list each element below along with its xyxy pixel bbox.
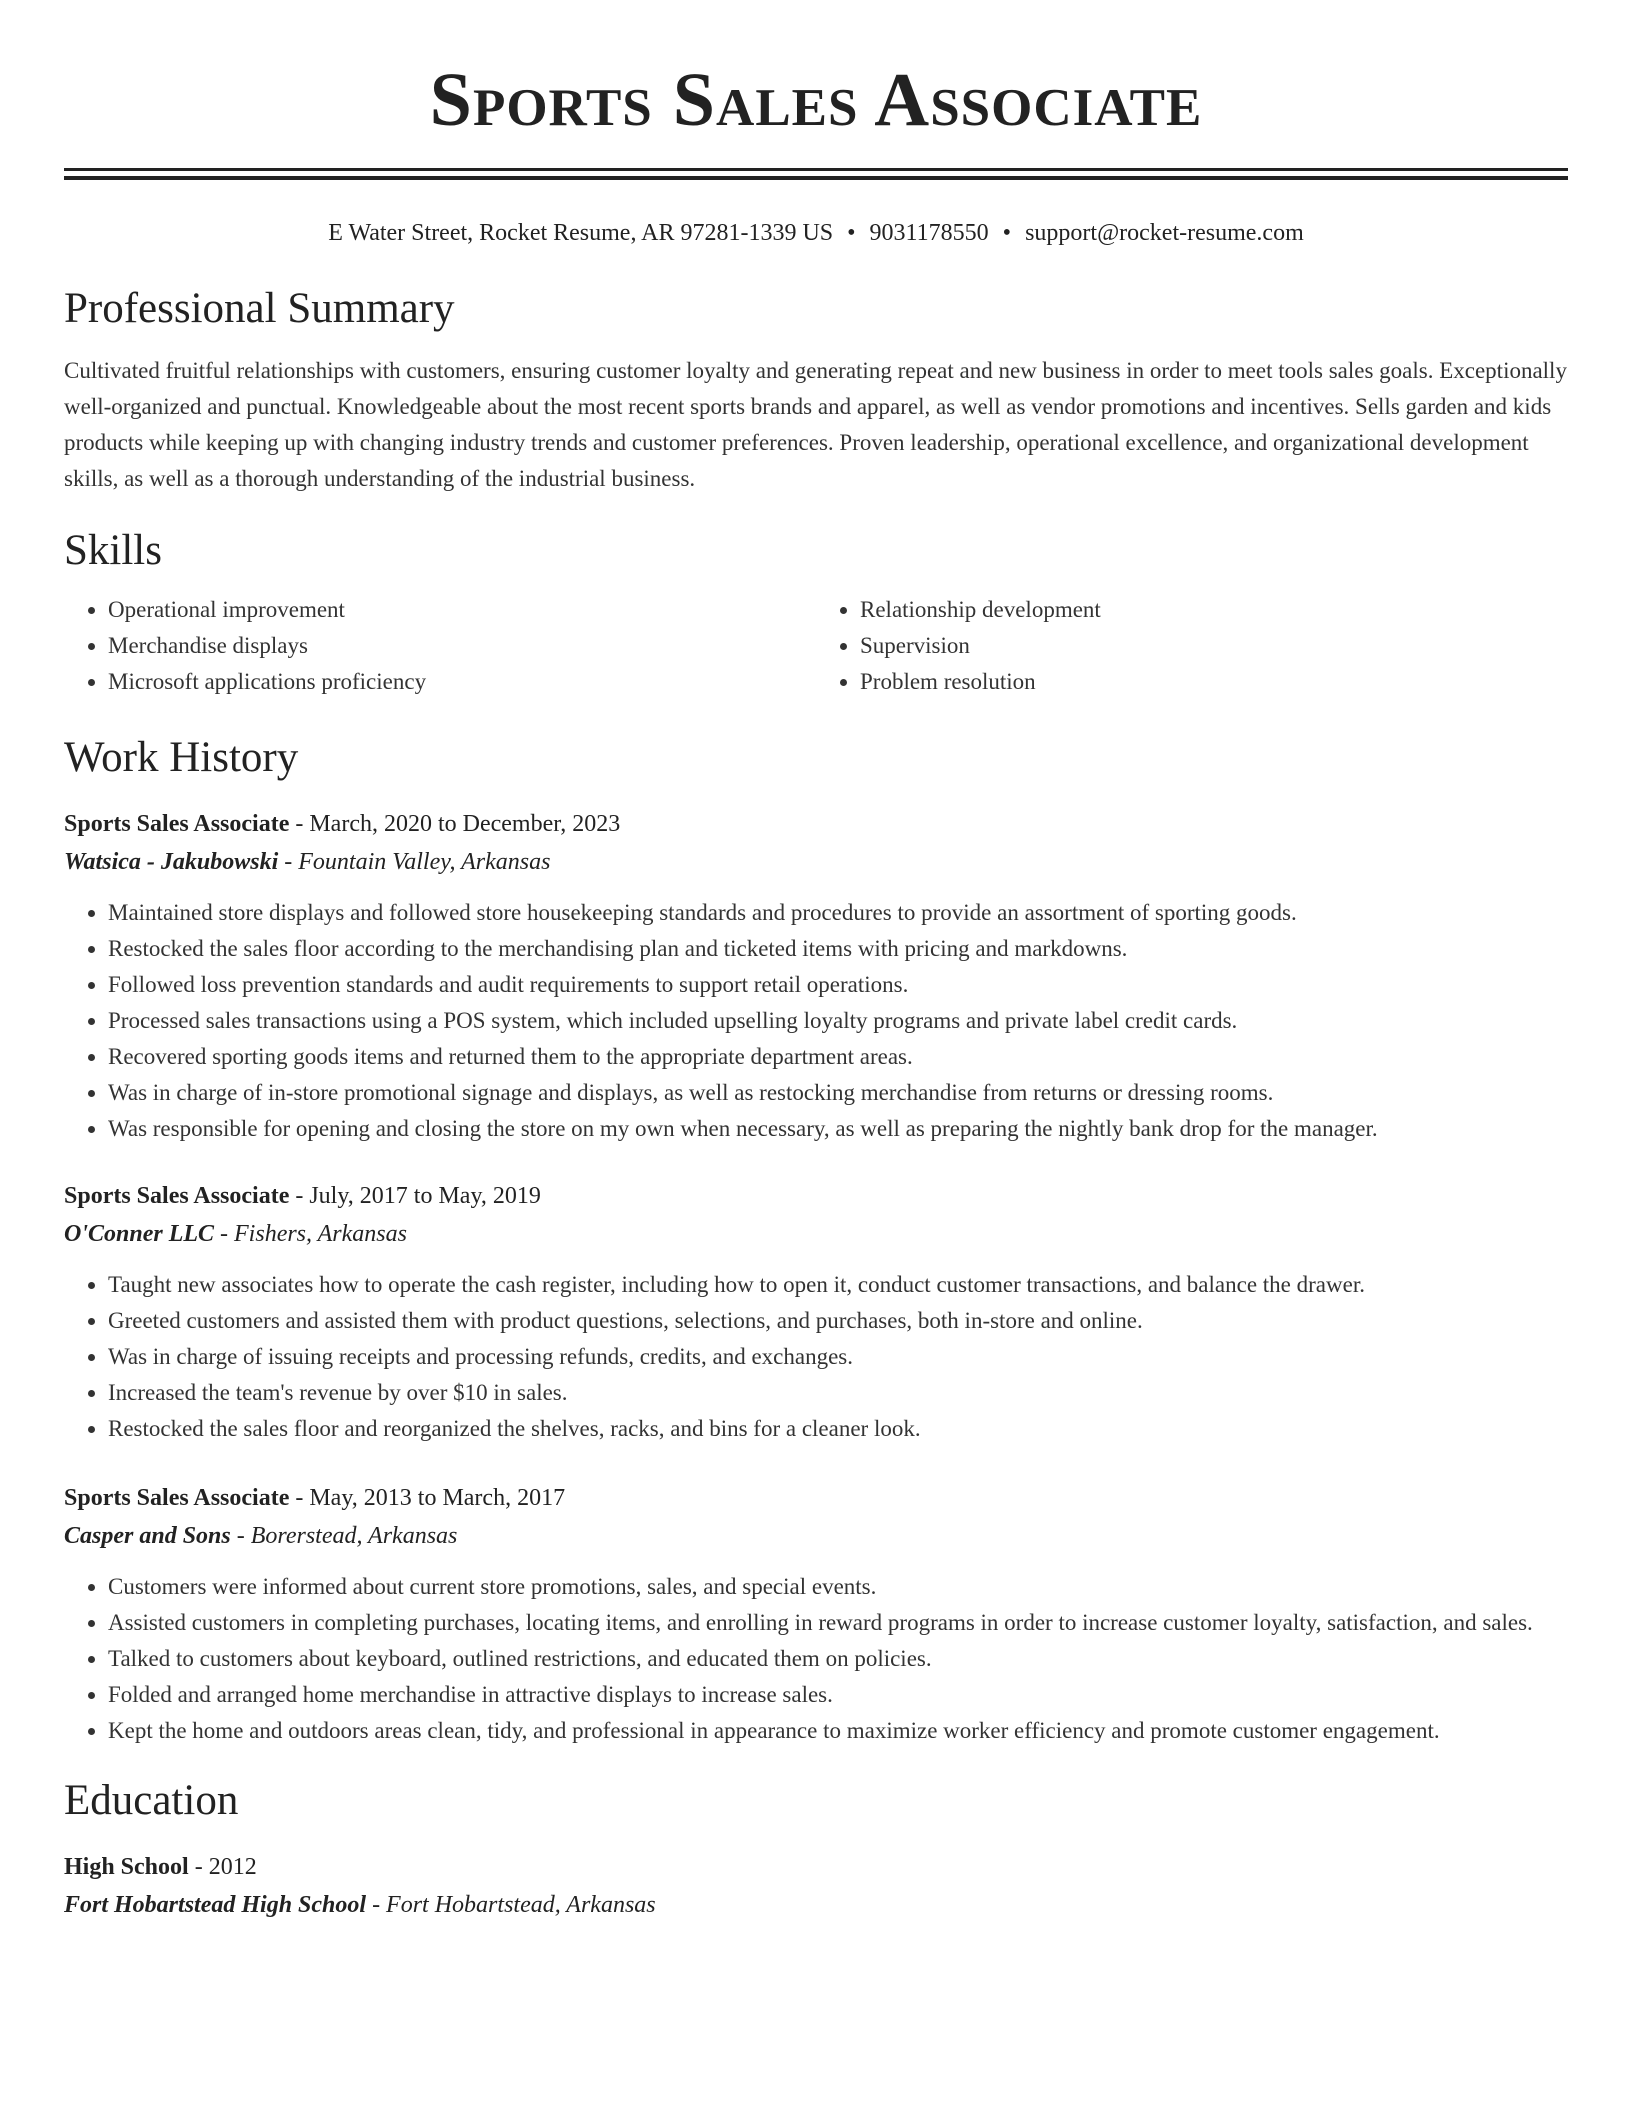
job-organization	[64, 1517, 1568, 1555]
duty-item: • Assisted customers in completing purchases, locating items, and enrolling in reward programs in order to increase customer loyalty, satisfaction, and sales.	[108, 1605, 1568, 1641]
contact-separator: •	[1002, 220, 1012, 246]
job-header	[64, 805, 1568, 843]
skill-item: • Operational improvement	[108, 592, 816, 628]
job-duties	[64, 1267, 1568, 1447]
duty-item: • Was in charge of issuing receipts and processing refunds, credits, and exchanges.	[108, 1339, 1568, 1375]
job-location: - Fountain Valley, Arkansas	[278, 849, 551, 875]
duty-item: • Recovered sporting goods items and returned them to the appropriate department areas.	[108, 1039, 1568, 1075]
job-dates: - July, 2017 to May, 2019	[289, 1183, 541, 1209]
duty-item: • Taught new associates how to operate the cash register, including how to open it, conduct customer transactions, and balance the drawer.	[108, 1267, 1568, 1303]
job-header	[64, 1479, 1568, 1517]
job-entry	[64, 805, 1568, 1147]
summary-heading: Professional Summary	[64, 285, 455, 332]
job-header	[64, 1177, 1568, 1215]
education-school: Fort Hobartstead High School	[64, 1892, 367, 1918]
header-double-rule	[64, 168, 1568, 180]
job-organization	[64, 843, 1568, 881]
education-degree: High School	[64, 1854, 189, 1880]
job-company: O'Conner LLC	[64, 1221, 215, 1247]
duty-item: • Folded and arranged home merchandise in attractive displays to increase sales.	[108, 1677, 1568, 1713]
skills-heading: Skills	[64, 527, 162, 574]
skills-column-right	[816, 592, 1568, 700]
resume-name-title: Sports Sales Associate	[429, 58, 1203, 142]
education-heading: Education	[64, 1777, 239, 1824]
contact-email: support@rocket-resume.com	[1025, 220, 1304, 246]
job-location: - Fishers, Arkansas	[214, 1221, 407, 1247]
education-location: - Fort Hobartstead, Arkansas	[366, 1892, 656, 1918]
job-dates: - March, 2020 to December, 2023	[289, 811, 621, 837]
contact-address: E Water Street, Rocket Resume, AR 97281-1339 US	[328, 220, 834, 246]
job-company: Watsica - Jakubowski	[64, 849, 279, 875]
job-role: Sports Sales Associate	[64, 1485, 290, 1511]
education-header	[64, 1848, 1568, 1886]
contact-line	[64, 217, 1568, 249]
contact-separator: •	[847, 220, 856, 246]
job-company: Casper and Sons	[64, 1523, 231, 1549]
education-organization	[64, 1886, 1568, 1924]
duty-item: • Was in charge of in-store promotional signage and displays, as well as restocking merchandise from returns or dressing rooms.	[108, 1075, 1568, 1111]
skill-item: • Problem resolution	[860, 664, 1568, 700]
contact-phone: 9031178550	[869, 220, 989, 246]
skills-column-left	[64, 592, 816, 700]
job-location: - Borerstead, Arkansas	[230, 1523, 458, 1549]
skills-list	[64, 592, 1568, 700]
job-role: Sports Sales Associate	[64, 811, 290, 837]
job-dates: - May, 2013 to March, 2017	[289, 1485, 566, 1511]
job-organization	[64, 1215, 1568, 1253]
job-role: Sports Sales Associate	[64, 1183, 290, 1209]
job-duties	[64, 1569, 1568, 1749]
work-history-heading: Work History	[64, 734, 299, 781]
duty-item: • Increased the team's revenue by over $10 in sales.	[108, 1375, 1568, 1411]
duty-item: • Kept the home and outdoors areas clean, tidy, and professional in appearance to maximize worker efficiency and promote customer engagement.	[108, 1713, 1568, 1749]
duty-item: • Maintained store displays and followed store housekeeping standards and procedures to provide an assortment of sporting goods.	[108, 895, 1568, 931]
duty-item: • Restocked the sales floor according to the merchandising plan and ticketed items with pricing and markdowns.	[108, 931, 1568, 967]
skill-item: • Supervision	[860, 628, 1568, 664]
duty-item: • Greeted customers and assisted them with product questions, selections, and purchases, both in-store and online.	[108, 1303, 1568, 1339]
job-entry	[64, 1177, 1568, 1447]
duty-item: • Processed sales transactions using a POS system, which included upselling loyalty programs and private label credit cards.	[108, 1003, 1568, 1039]
skill-item: • Merchandise displays	[108, 628, 816, 664]
job-entry	[64, 1479, 1568, 1749]
duty-item: • Followed loss prevention standards and audit requirements to support retail operations.	[108, 967, 1568, 1003]
duty-item: • Restocked the sales floor and reorganized the shelves, racks, and bins for a cleaner look.	[108, 1411, 1568, 1447]
education-year: - 2012	[188, 1854, 257, 1880]
skill-item: • Relationship development	[860, 592, 1568, 628]
duty-item: • Customers were informed about current store promotions, sales, and special events.	[108, 1569, 1568, 1605]
education-entry	[64, 1848, 1568, 1924]
summary-text: Cultivated fruitful relationships with customers, ensuring customer loyalty and generating repeat and new business in order to meet tools sales goals. Exceptionally well-organized and punctual. Knowledgeable about the most recent sports brands and apparel, as well as vendor promotions and incentives. Sells garden and kids products while keeping up with changing industry trends and customer preferences. Proven leadership, operational excellence, and organizational development skills, as well as a thorough understanding of the industrial business.	[64, 358, 1567, 491]
duty-item: • Was responsible for opening and closing the store on my own when necessary, as well as preparing the nightly bank drop for the manager.	[108, 1111, 1568, 1147]
job-duties	[64, 895, 1568, 1147]
skill-item: • Microsoft applications proficiency	[108, 664, 816, 700]
duty-item: • Talked to customers about keyboard, outlined restrictions, and educated them on policies.	[108, 1641, 1568, 1677]
